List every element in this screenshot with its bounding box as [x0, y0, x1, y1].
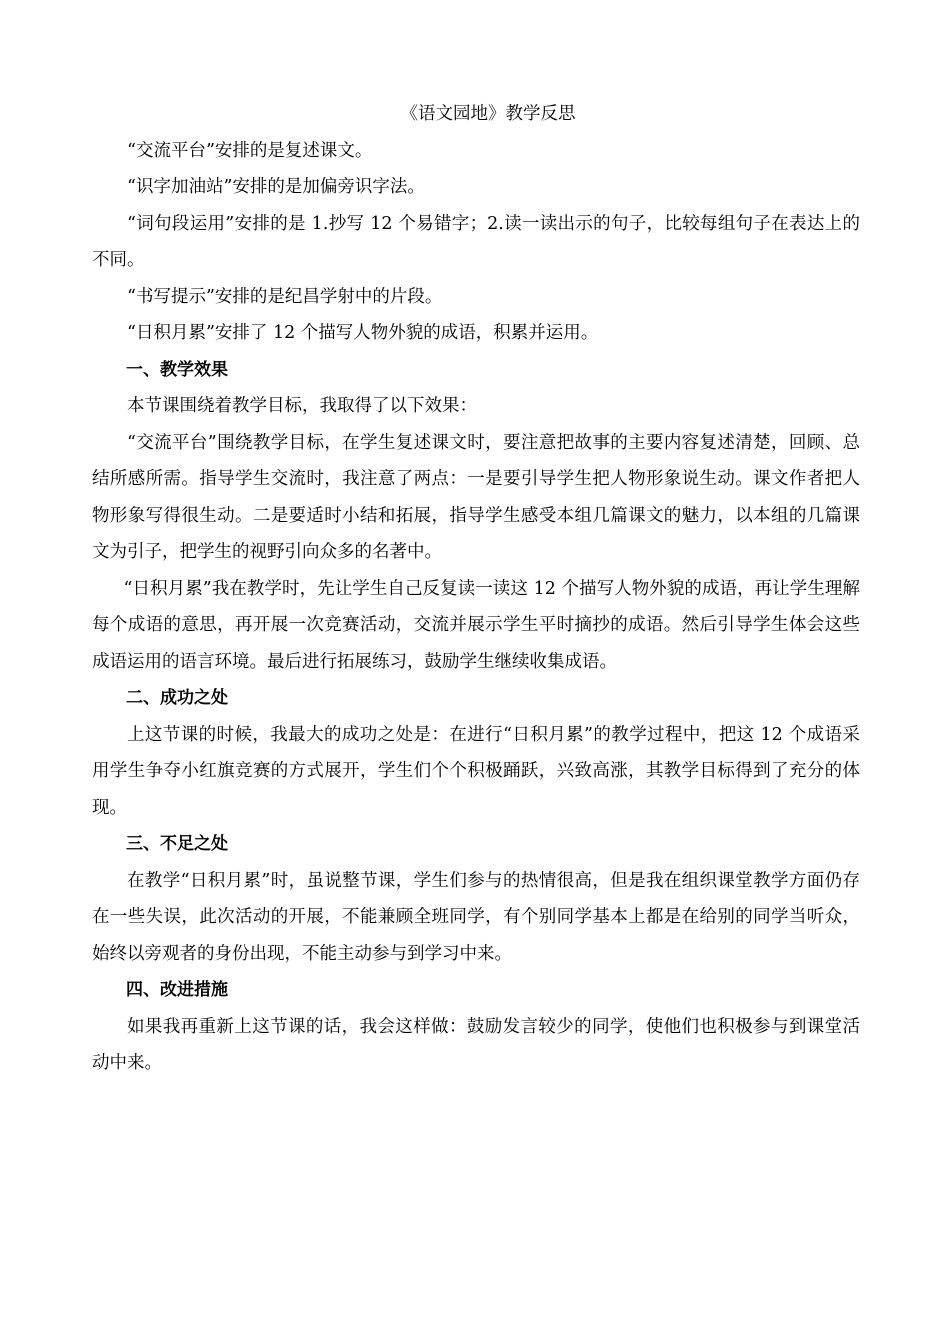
intro-paragraph-2: “识字加油站”安排的是加偏旁识字法。 [127, 177, 425, 197]
section-heading-shortcomings: 三、不足之处 [126, 834, 228, 854]
document-page [92, 96, 860, 1082]
section-heading-teaching-effect: 一、教学效果 [126, 359, 228, 380]
section-heading-improvements: 四、改进措施 [126, 980, 228, 1000]
intro-paragraph-5: “日积月累”安排了 12 个描写人物外貌的成语，积累并运用。 [127, 323, 599, 343]
intro-paragraph-1: “交流平台”安排的是复述课文。 [127, 140, 373, 161]
section3-paragraph-1: 在教学“日积月累”时，虽说整节课，学生们参与的热情很高，但是我在组织课堂教学方面仍存在一些失误，此次活动的开展，不能兼顾全班同学，有个别同学基本上都是在给别的同学当听众，始终以旁观者的身份出现，不能主动参与到学习中来。 [92, 870, 860, 964]
intro-paragraph-3: “词句段运用”安排的是 1.抄写 12 个易错字；2.读一读出示的句子，比较每组句子在表达上的不同。 [92, 213, 860, 270]
section1-paragraph-2: “交流平台”围绕教学目标，在学生复述课文时，要注意把故事的主要内容复述清楚，回顾、总结所感所需。指导学生交流时，我注意了两点：一是要引导学生把人物形象说生动。课文作者把人物形象写得很生动。二是要适时小结和拓展，指导学生感受本组几篇课文的魅力，以本组的几篇课文为引子，把学生的视野引向众多的名著中。 [92, 432, 860, 562]
intro-paragraph-4: “书写提示”安排的是纪昌学射中的片段。 [127, 286, 443, 307]
section1-paragraph-1: 本节课围绕着教学目标，我取得了以下效果： [127, 396, 477, 416]
document-title: 《语文园地》教学反思 [400, 104, 576, 124]
section4-paragraph-1: 如果我再重新上这节课的话，我会这样做：鼓励发言较少的同学，使他们也积极参与到课堂活动中来。 [92, 1016, 860, 1073]
section1-paragraph-3: “日积月累”我在教学时，先让学生自己反复读一读这 12 个描写人物外貌的成语，再让学生理解每个成语的意思，再开展一次竞赛活动，交流并展示学生平时摘抄的成语。然后引导学生体会这些成语运用的语言环境。最后进行拓展练习，鼓励学生继续收集成语。 [92, 578, 860, 672]
section2-paragraph-1: 上这节课的时候，我最大的成功之处是：在进行“日积月累”的教学过程中，把这 12 个成语采用学生争夺小红旗竞赛的方式展开，学生们个个积极踊跃，兴致高涨，其教学目标得到了充分的体现。 [92, 724, 860, 818]
section-heading-successes: 二、成功之处 [126, 688, 228, 708]
